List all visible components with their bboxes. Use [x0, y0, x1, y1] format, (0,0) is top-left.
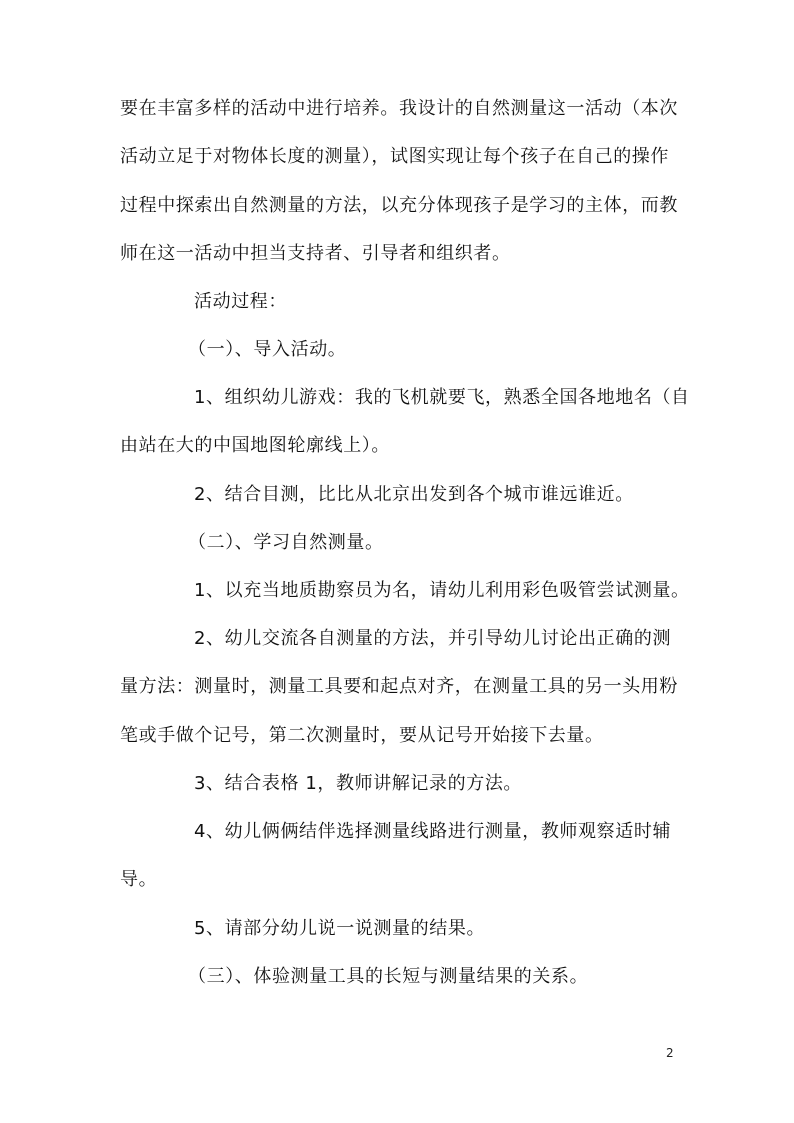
list-item-continuation: 导。 — [120, 869, 158, 890]
list-item-continuation: 由站在大的中国地图轮廓线上）。 — [120, 435, 390, 456]
body-text-line: 要在丰富多样的活动中进行培养。我设计的自然测量这一活动（本次 — [120, 98, 678, 119]
body-text-line: 活动立足于对物体长度的测量），试图实现让每个孩子在自己的操作 — [120, 146, 669, 167]
body-text-line: 过程中探索出自然测量的方法，以充分体现孩子是学习的主体，而教 — [120, 195, 678, 216]
subsection-heading: （一）、导入活动。 — [188, 339, 347, 360]
section-heading: 活动过程： — [194, 291, 287, 312]
list-item: 3、结合表格 1，教师讲解记录的方法。 — [194, 773, 523, 794]
body-text-line: 师在这一活动中担当支持者、引导者和组织者。 — [120, 243, 511, 264]
list-item-continuation: 笔或手做个记号，第二次测量时，要从记号开始接下去量。 — [120, 725, 604, 746]
list-item: 2、结合目测，比比从北京出发到各个城市谁远谁近。 — [194, 484, 634, 505]
list-item: 4、幼儿俩俩结伴选择测量线路进行测量，教师观察适时辅 — [194, 821, 672, 842]
subsection-heading: （二）、学习自然测量。 — [188, 532, 384, 553]
subsection-heading: （三）、体验测量工具的长短与测量结果的关系。 — [188, 966, 589, 987]
page-number: 2 — [666, 1046, 674, 1060]
list-item: 1、组织幼儿游戏：我的飞机就要飞，熟悉全国各地地名（自 — [194, 387, 690, 408]
list-item: 1、以充当地质勘察员为名，请幼儿利用彩色吸管尝试测量。 — [194, 580, 690, 601]
list-item-continuation: 量方法：测量时，测量工具要和起点对齐，在测量工具的另一头用粉 — [120, 676, 678, 697]
list-item: 5、请部分幼儿说一说测量的结果。 — [194, 918, 486, 939]
list-item: 2、幼儿交流各自测量的方法，并引导幼儿讨论出正确的测 — [194, 628, 672, 649]
